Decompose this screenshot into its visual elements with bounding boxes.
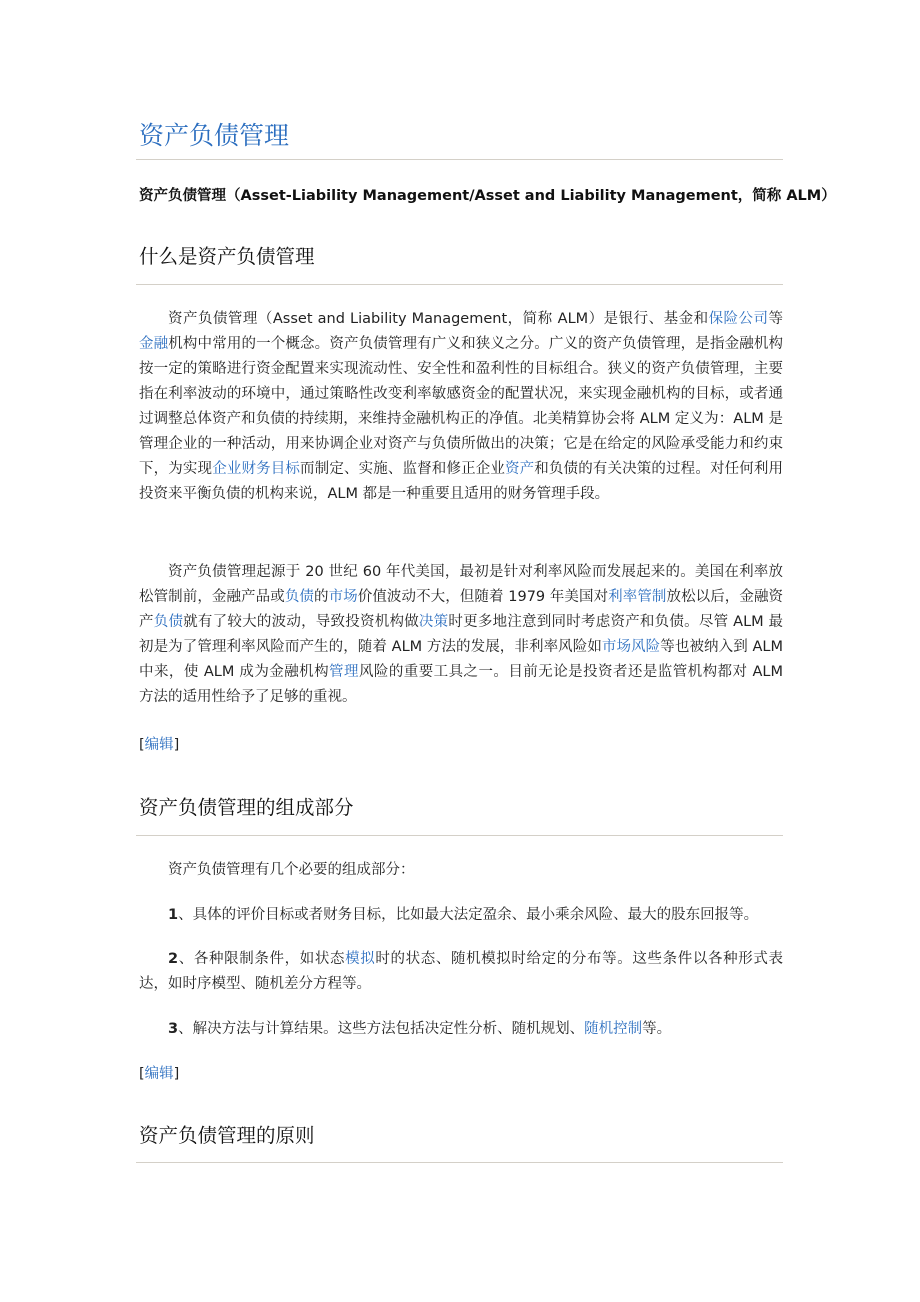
text: 、具体的评价目标或者财务目标，比如最大法定盈余、最小乘余风险、最大的股东回报等。 [178,907,759,923]
bracket: ] [173,1066,180,1082]
link-liabilities-2[interactable]: 负债 [153,614,184,630]
edit-link-section-1 [139,733,179,758]
item-number: 3 [168,1021,179,1037]
list-item-1 [139,903,783,928]
section-heading-what-is-alm: 什么是资产负债管理 [139,245,315,268]
text: 机构中常用的一个概念。资产负债管理有广义和狭义之分。广义的资产负债管理，是指金融机构按一定的策略进行资金配置来实现流动性、安全性和盈利性的目标组合。狭义的资产负债管理，主要指在利率波动的环境中，通过策略性改变利率敏感资金的配置状况，来实现金融机构的目标，或者通过调整总体资产和负债的持续期，来维持金融机构正的净值。北美精算协会将 ALM 定义为：ALM 是管理企业的一种活动，用来协调企业对资产与负债所做出的决策；它是在给定的风险承受能力和约束下，为实现 [139,336,783,477]
paragraph-definition [139,307,783,507]
list-item-3 [139,1017,783,1042]
bracket: ] [173,737,180,753]
link-assets[interactable]: 资产 [505,461,535,477]
link-decision[interactable]: 决策 [418,614,449,630]
text: 时更多地注意到同时考虑资产和负债。尽管 ALM 最初是为了管理利率风险而产生的，随着 ALM 方法的发展，非利率风险如 [139,614,783,655]
text: 价值波动不大，但随着 1979 年美国对 [357,589,609,605]
text: 、解决方法与计算结果。这些方法包括决定性分析、随机规划、 [178,1021,585,1037]
link-corporate-financial-goals[interactable]: 企业财务目标 [212,461,301,477]
text: 等也被纳入到 ALM 中来，使 ALM 成为金融机构 [139,639,784,680]
link-liabilities[interactable]: 负债 [284,589,314,605]
list-item-2 [139,947,783,997]
edit-link-section-2 [139,1062,179,1087]
link-interest-rate-control[interactable]: 利率管制 [608,589,667,605]
item-number: 1 [168,907,179,923]
text: 就有了较大的波动，导致投资机构做 [183,614,419,630]
section-divider [136,1162,783,1163]
link-simulation[interactable]: 模拟 [345,951,376,967]
text: 时的状态、随机模拟时给定的分布等。这些条件以各种形式表达，如时序模型、随机差分方程等。 [139,951,784,992]
link-stochastic-control[interactable]: 随机控制 [584,1021,643,1037]
page-title: 资产负债管理 [139,121,290,150]
text: 的 [313,589,329,605]
edit-button[interactable]: 编辑 [144,1066,174,1082]
title-divider [136,159,783,160]
paragraph-origin [139,560,783,710]
text: 、各种限制条件，如状态 [178,951,346,967]
section-heading-components: 资产负债管理的组成部分 [139,796,354,819]
bracket: [ [139,737,145,753]
text: 资产负债管理（Asset and Liability Management，简称 ALM）是银行、基金和 [168,311,709,327]
section-divider [136,835,783,836]
link-market-risk[interactable]: 市场风险 [601,639,661,655]
bracket: [ [139,1066,145,1082]
link-finance[interactable]: 金融 [139,336,169,352]
text: 风险的重要工具之一。目前无论是投资者还是监管机构都对 ALM 方法的适用性给予了足够的重视。 [139,664,783,705]
text: 资产负债管理起源于 20 世纪 60 年代美国，最初是针对利率风险而发展起来的。美国在利率放松管制前，金融产品或 [139,564,783,605]
link-management[interactable]: 管理 [329,664,359,680]
text: 等 [768,311,783,327]
text: 等。 [642,1021,672,1037]
link-insurance-company[interactable]: 保险公司 [708,311,769,327]
item-number: 2 [168,951,179,967]
edit-button[interactable]: 编辑 [144,737,174,753]
article-subtitle: 资产负债管理（Asset-Liability Management/Asset and Liability Management，简称 ALM） [139,188,836,204]
text: 和负债的有关决策的过程。对任何利用投资来平衡负债的机构来说，ALM 都是一种重要且适用的财务管理手段。 [139,461,784,502]
section-heading-principles: 资产负债管理的原则 [139,1124,315,1147]
text: 放松以后，金融资产 [139,589,784,630]
link-market[interactable]: 市场 [328,589,358,605]
section-divider [136,284,783,285]
text: 而制定、实施、监督和修正企业 [300,461,505,477]
paragraph-components-intro: 资产负债管理有几个必要的组成部分： [168,862,415,878]
